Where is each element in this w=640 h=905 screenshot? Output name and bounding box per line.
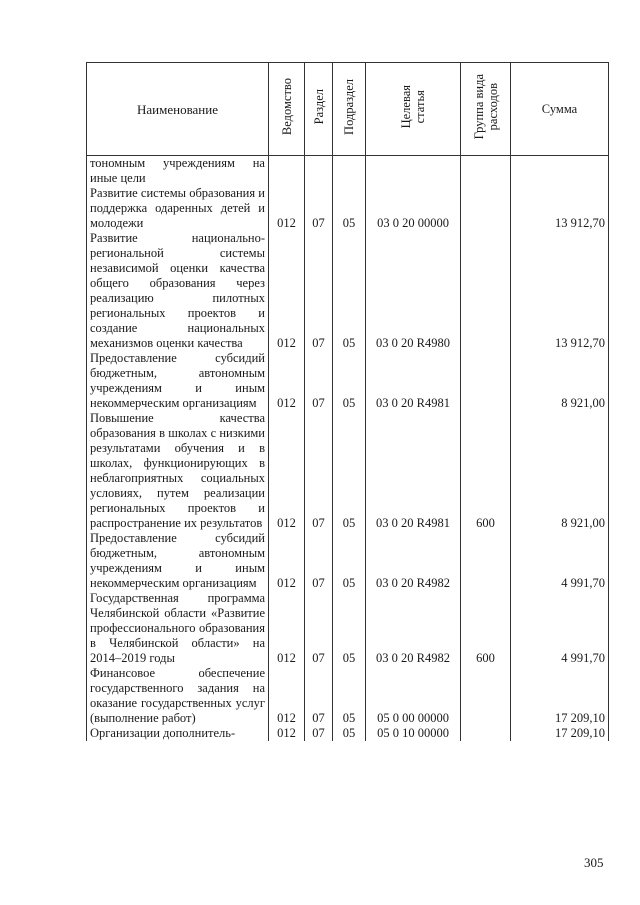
cell-vid <box>461 186 511 231</box>
cell-razdel: 07 <box>305 411 333 531</box>
table-row <box>87 156 609 187</box>
cell-podrazdel: 05 <box>333 666 366 726</box>
budget-table <box>86 62 609 741</box>
cell-razdel: 07 <box>305 186 333 231</box>
header-podrazdel-label: Подраздел <box>342 79 356 135</box>
table-row <box>87 411 609 531</box>
header-vedomstvo-label: Ведомство <box>279 78 294 136</box>
cell-razdel: 07 <box>305 531 333 591</box>
cell-statya: 05 0 00 00000 <box>366 666 461 726</box>
cell-summa: 17 209,10 <box>511 666 609 726</box>
cell-vid <box>461 726 511 741</box>
cell-razdel: 07 <box>305 591 333 666</box>
cell-name: Развитие национально-региональной системы независимой оценки качества общего образования через реализацию пилотных региональных проектов и создание национальных механизмов оценки качества <box>87 231 269 351</box>
cell-statya: 03 0 20 R4980 <box>366 231 461 351</box>
cell-name: Предоставление субсидий бюджетным, автономным учреждениям и иным некоммерческим организациям <box>87 351 269 411</box>
cell-name: Организации дополнитель- <box>87 726 269 741</box>
cell-razdel: 07 <box>305 351 333 411</box>
header-statya-label: Целевая статья <box>399 85 427 129</box>
cell-vedomstvo: 012 <box>269 186 305 231</box>
cell-vid <box>461 666 511 726</box>
cell-razdel: 07 <box>305 666 333 726</box>
cell-vid: 600 <box>461 411 511 531</box>
table-header-row <box>87 63 609 156</box>
cell-podrazdel: 05 <box>333 531 366 591</box>
cell-vedomstvo: 012 <box>269 531 305 591</box>
cell-podrazdel: 05 <box>333 591 366 666</box>
cell-podrazdel <box>333 156 366 187</box>
cell-summa: 4 991,70 <box>511 591 609 666</box>
table-row <box>87 186 609 231</box>
cell-vedomstvo: 012 <box>269 591 305 666</box>
page-number: 305 <box>584 855 604 870</box>
cell-name: Повышение качества образования в школах с низкими результатами обучения и в школах, функционирующих в неблагоприятных социальных условиях, путем реализации региональных проектов и распространение их результатов <box>87 411 269 531</box>
cell-razdel: 07 <box>305 726 333 741</box>
header-name: Наименование <box>87 63 269 156</box>
cell-name: тономным учреждениям на иные цели <box>87 156 269 187</box>
header-vedomstvo <box>269 63 305 156</box>
cell-podrazdel: 05 <box>333 411 366 531</box>
table-row <box>87 591 609 666</box>
cell-vedomstvo: 012 <box>269 231 305 351</box>
cell-vedomstvo: 012 <box>269 411 305 531</box>
header-vid-label: Группа вида расходов <box>471 74 500 140</box>
cell-statya: 03 0 20 R4982 <box>366 531 461 591</box>
cell-vedomstvo <box>269 156 305 187</box>
cell-vedomstvo: 012 <box>269 726 305 741</box>
cell-vid <box>461 351 511 411</box>
cell-vedomstvo: 012 <box>269 666 305 726</box>
cell-name: Финансовое обеспечение государственного задания на оказание государственных услуг (выполнение работ) <box>87 666 269 726</box>
cell-vid <box>461 231 511 351</box>
cell-name: Развитие системы образования и поддержка одаренных детей и молодежи <box>87 186 269 231</box>
table-row <box>87 726 609 741</box>
table-body <box>87 156 609 742</box>
cell-podrazdel: 05 <box>333 231 366 351</box>
cell-name: Государственная программа Челябинской области «Развитие профессионального образования в Челябинской области» на 2014–2019 годы <box>87 591 269 666</box>
cell-summa: 8 921,00 <box>511 411 609 531</box>
cell-statya: 03 0 20 R4982 <box>366 591 461 666</box>
cell-podrazdel: 05 <box>333 186 366 231</box>
header-razdel-label: Раздел <box>311 89 326 125</box>
cell-summa: 4 991,70 <box>511 531 609 591</box>
cell-statya: 05 0 10 00000 <box>366 726 461 741</box>
cell-podrazdel: 05 <box>333 726 366 741</box>
cell-summa: 13 912,70 <box>511 231 609 351</box>
header-vid <box>461 63 511 156</box>
cell-summa <box>511 156 609 187</box>
cell-vedomstvo: 012 <box>269 351 305 411</box>
header-podrazdel <box>333 63 366 156</box>
header-razdel <box>305 63 333 156</box>
cell-vid <box>461 156 511 187</box>
cell-vid: 600 <box>461 591 511 666</box>
header-summa: Сумма <box>511 63 609 156</box>
table-row <box>87 351 609 411</box>
table-row <box>87 531 609 591</box>
cell-razdel <box>305 156 333 187</box>
table-row <box>87 666 609 726</box>
header-statya <box>366 63 461 156</box>
cell-podrazdel: 05 <box>333 351 366 411</box>
cell-summa: 13 912,70 <box>511 186 609 231</box>
cell-statya: 03 0 20 R4981 <box>366 411 461 531</box>
cell-summa: 17 209,10 <box>511 726 609 741</box>
cell-vid <box>461 531 511 591</box>
cell-summa: 8 921,00 <box>511 351 609 411</box>
table-row <box>87 231 609 351</box>
cell-statya <box>366 156 461 187</box>
cell-name: Предоставление субсидий бюджетным, автономным учреждениям и иным некоммерческим организациям <box>87 531 269 591</box>
cell-razdel: 07 <box>305 231 333 351</box>
cell-statya: 03 0 20 00000 <box>366 186 461 231</box>
cell-statya: 03 0 20 R4981 <box>366 351 461 411</box>
